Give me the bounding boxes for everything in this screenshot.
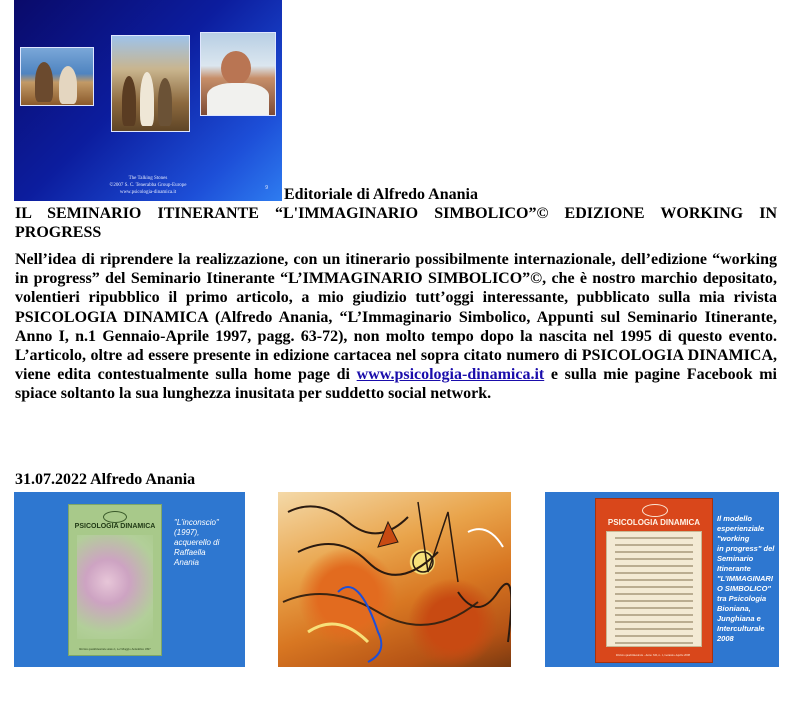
cover-image-2008 [545, 492, 779, 667]
photo-man [200, 32, 276, 116]
cover-image-1997 [14, 492, 245, 667]
body-text-1: Nell’idea di riprendere la realizzazione, con un itinerario possibilmente internazionale, dell’edizione “working in progress” del Seminario Itinerante “L’IMMAGINARIO SIMBOLICO”©, che è nostro marchio depositato, volentieri ripubblico il primo articolo, a mio giudizio tutt’oggi interessante, pubblicato sulla mia rivista PSICOLOGIA DINAMICA (Alfredo Anania, “L’Immaginario Simbolico, Appunti sul Seminario Itinerante, Anno I, n.1 Gennaio-Aprile 1997, pagg. 63-72), non molto tempo dopo la nascita nel 1995 di questo evento. L’articolo, oltre ad essere presente in edizione cartacea nel sopra citato numero di PSICOLOGIA DINAMICA, viene edita contestualmente sulla home page di [15, 251, 777, 384]
photo-couple [20, 47, 94, 106]
caption-line: Itinerante [717, 564, 751, 573]
caption-line: Anania [174, 558, 199, 567]
caption-line: Bioniana, [717, 604, 751, 613]
slide-caption-3: www.psicologia-dinamica.it [119, 190, 177, 195]
caption-line: esperienziale [717, 524, 765, 533]
magazine-title: PSICOLOGIA DINAMICA [74, 523, 156, 530]
caption-line: "L’inconscio" [174, 518, 219, 527]
caption-line: (1997), [174, 528, 200, 537]
date-signature: 31.07.2022 Alfredo Anania [15, 471, 196, 488]
website-link[interactable]: www.psicologia-dinamica.it [356, 366, 545, 384]
slide-image [14, 0, 282, 201]
byline: Editoriale di Alfredo Anania [284, 186, 478, 203]
caption-line: acquerello di [174, 538, 220, 547]
cover-left-caption [174, 518, 242, 568]
magazine-contents-panel [606, 531, 702, 647]
magazine-logo [103, 511, 127, 523]
caption-line: in progress" del [717, 544, 775, 553]
magazine-footer: Rivista quadrimestrale Anno I, n.2 Maggio-Settembre 1997 [79, 647, 151, 651]
slide-page-number: 9 [265, 185, 268, 191]
magazine-cover-red [595, 498, 713, 663]
article-title-text: IL SEMINARIO ITINERANTE “L'IMMAGINARIO SIMBOLICO”© EDIZIONE WORKING IN PROGRESS [15, 205, 777, 241]
magazine-title: PSICOLOGIA DINAMICA [607, 518, 701, 527]
slide-caption-2: ©2007 S. C. Tenerabba Group-Europe [109, 183, 187, 188]
magazine-cover-green [68, 504, 162, 656]
body-text-2: e sulla mie pagine Facebook mi spiace soltanto la sua lunghezza inusitata per suddetto social network. [15, 366, 778, 403]
caption-line: Interculturale [717, 624, 765, 633]
caption-line: tra Psicologia [717, 594, 767, 603]
magazine-logo [642, 504, 668, 517]
caption-line: Seminario [717, 554, 754, 563]
caption-line: 2008 [717, 634, 734, 643]
magazine-footer: Rivista quadrimestrale - Anno XII, n. 1, Gennaio-Aprile 2008 [615, 653, 691, 657]
caption-line: Il modello [717, 514, 753, 523]
caption-line: "L’IMMAGINARI [717, 574, 773, 583]
caption-line: Raffaella [174, 548, 206, 557]
caption-line: Junghiana e [717, 614, 761, 623]
caption-line: "working [717, 534, 750, 543]
abstract-painting [278, 492, 511, 667]
cover-right-caption [717, 514, 777, 644]
watercolor-art [77, 535, 153, 639]
slide-caption-1: The Talking Stones [128, 176, 168, 181]
painting-strokes [278, 492, 511, 667]
caption-line: O SIMBOLICO" [717, 584, 771, 593]
article-title [15, 204, 777, 242]
photo-group [111, 35, 190, 132]
article-body [15, 250, 777, 404]
